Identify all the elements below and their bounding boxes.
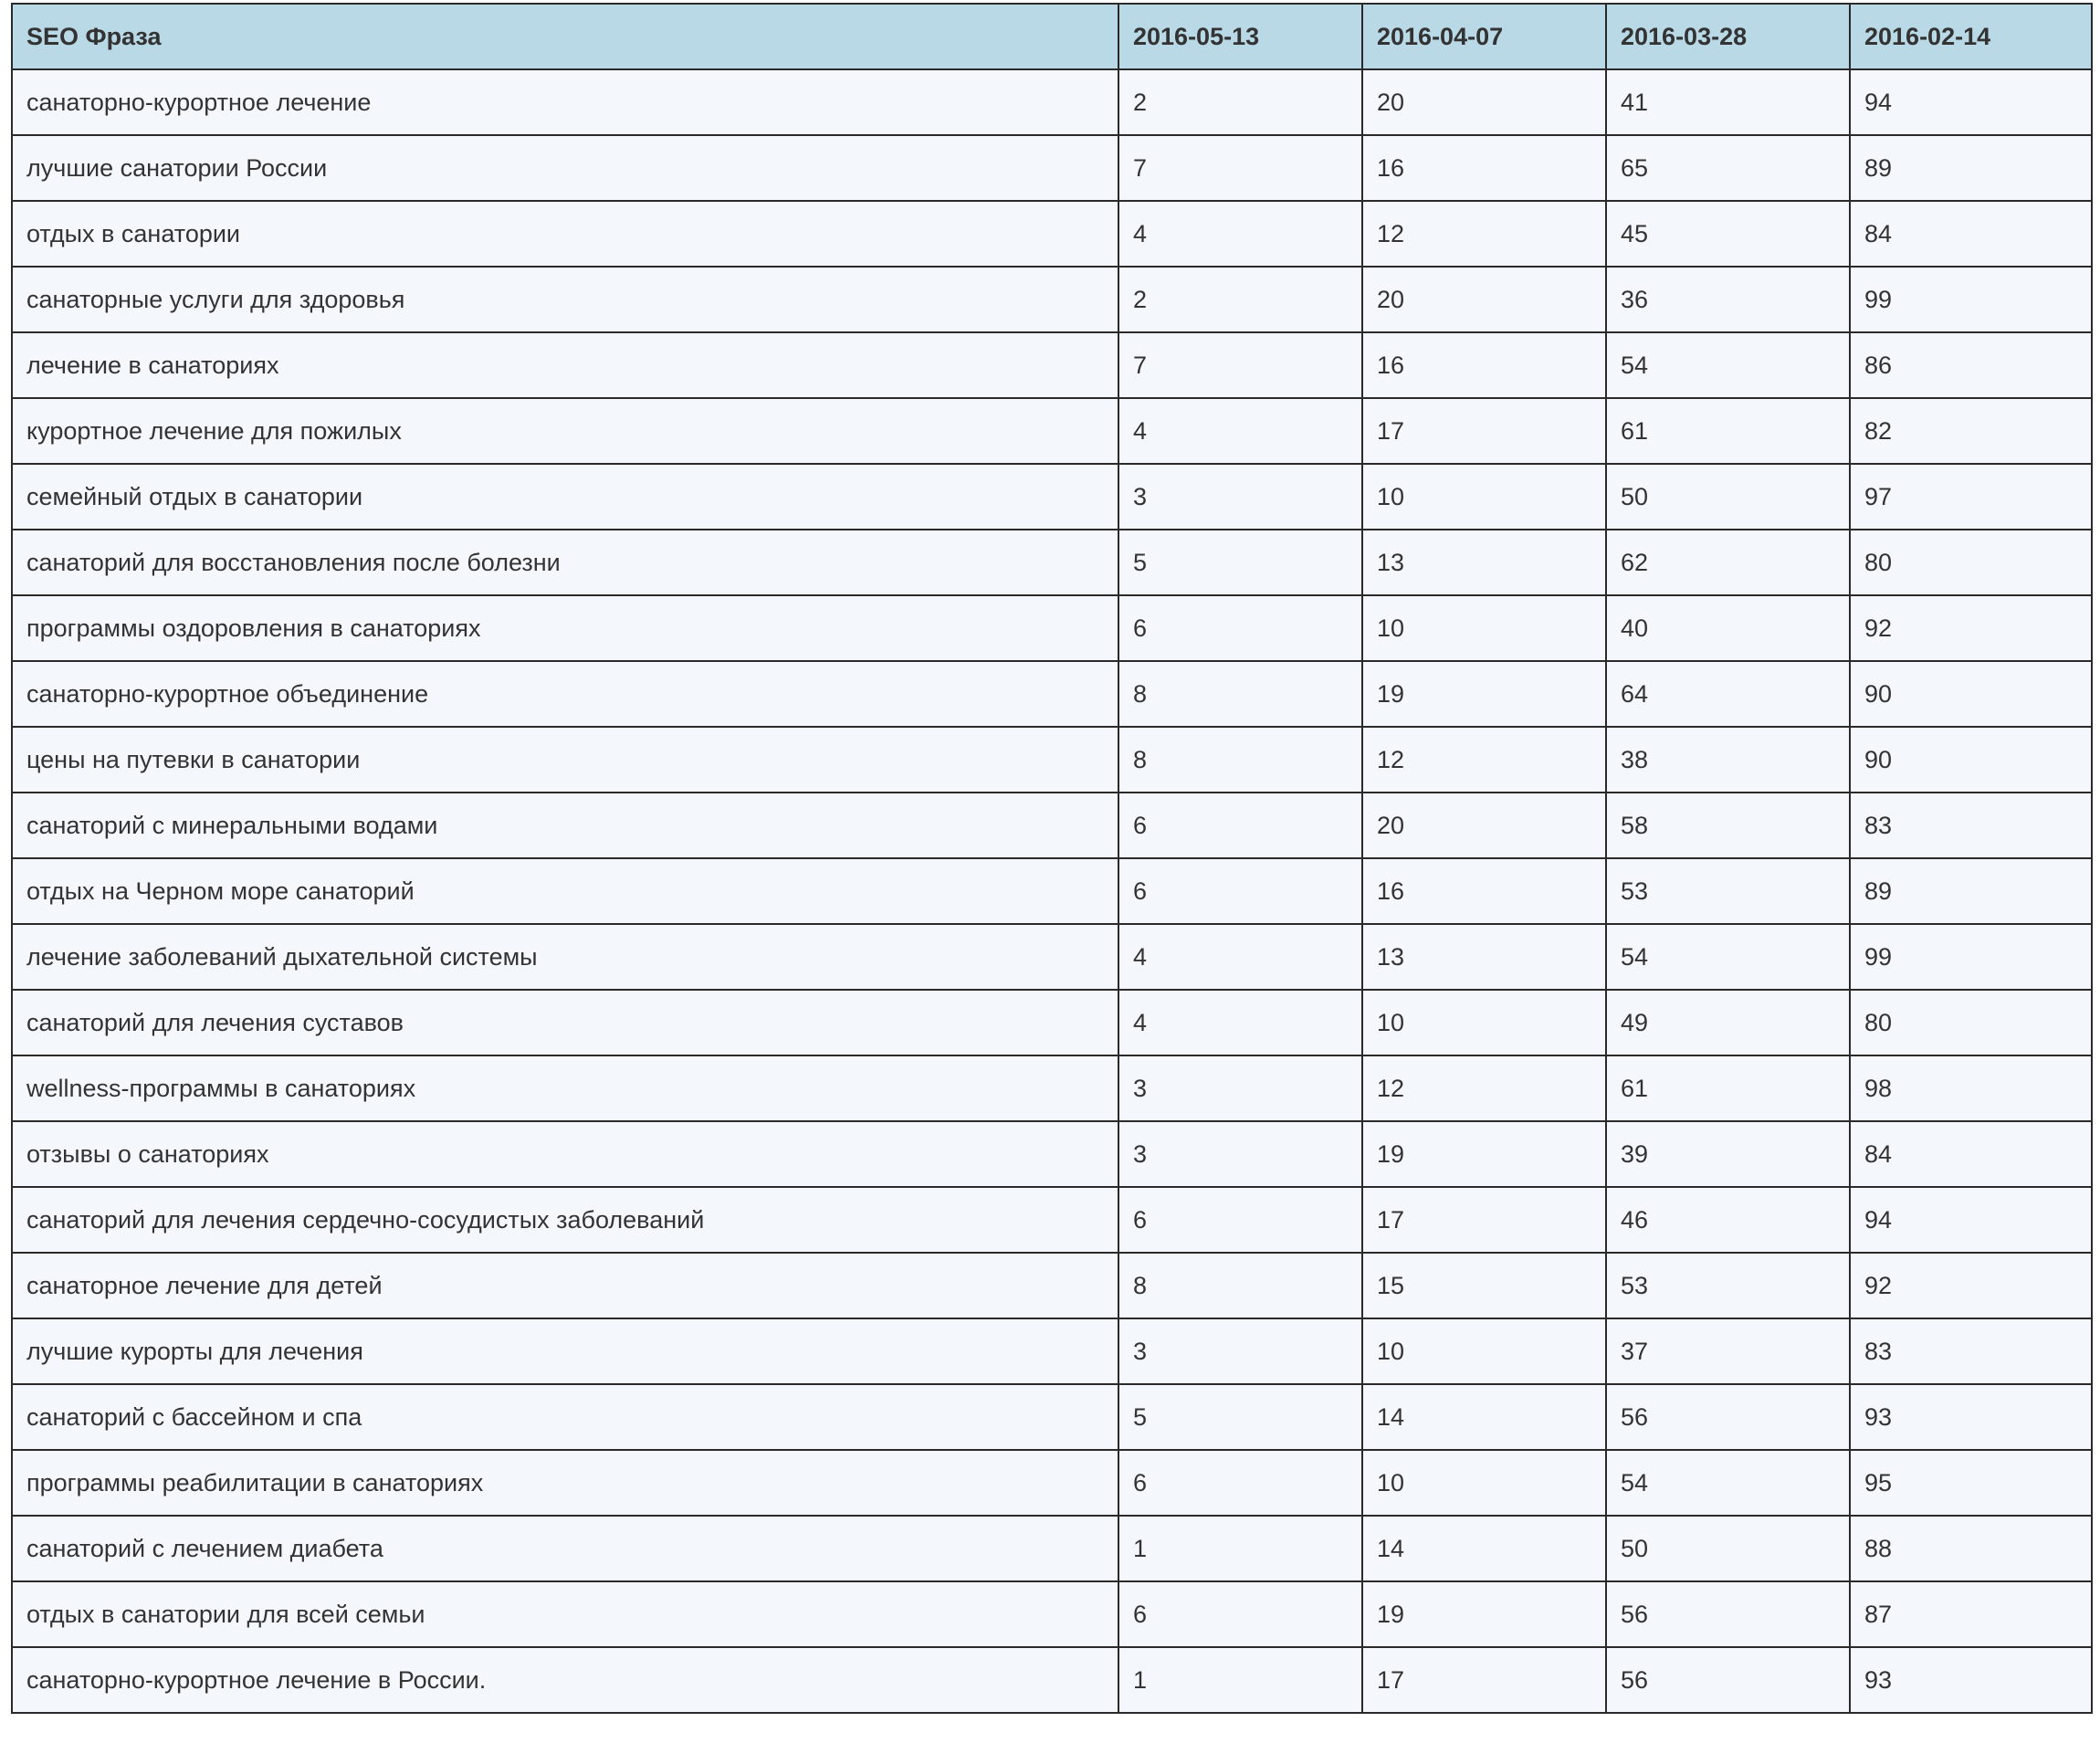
cell-position-2: 16	[1362, 858, 1606, 924]
table-row	[12, 1450, 2092, 1516]
cell-position-4: 90	[1850, 661, 2092, 727]
cell-position-4: 83	[1850, 793, 2092, 858]
cell-position-1: 7	[1118, 135, 1362, 201]
header-date-1[interactable]: 2016-05-13	[1118, 4, 1362, 69]
cell-position-2: 14	[1362, 1516, 1606, 1581]
cell-position-3: 54	[1606, 332, 1850, 398]
cell-position-4: 93	[1850, 1647, 2092, 1713]
cell-position-3: 36	[1606, 267, 1850, 332]
cell-position-4: 93	[1850, 1384, 2092, 1450]
cell-position-2: 12	[1362, 201, 1606, 267]
cell-position-4: 99	[1850, 267, 2092, 332]
cell-position-2: 10	[1362, 595, 1606, 661]
cell-phrase: лучшие курорты для лечения	[12, 1318, 1118, 1384]
table-row	[12, 1055, 2092, 1121]
cell-position-4: 99	[1850, 924, 2092, 990]
cell-position-3: 50	[1606, 464, 1850, 530]
cell-position-2: 10	[1362, 1450, 1606, 1516]
cell-position-2: 17	[1362, 398, 1606, 464]
cell-phrase: отдых в санатории	[12, 201, 1118, 267]
cell-position-2: 17	[1362, 1647, 1606, 1713]
cell-position-2: 10	[1362, 464, 1606, 530]
cell-position-3: 56	[1606, 1647, 1850, 1713]
cell-position-4: 82	[1850, 398, 2092, 464]
cell-position-3: 54	[1606, 1450, 1850, 1516]
cell-position-1: 3	[1118, 1318, 1362, 1384]
cell-phrase: цены на путевки в санатории	[12, 727, 1118, 793]
cell-position-1: 3	[1118, 1121, 1362, 1187]
table-body	[12, 69, 2092, 1713]
cell-position-4: 80	[1850, 990, 2092, 1055]
cell-position-2: 17	[1362, 1187, 1606, 1253]
seo-table-container	[11, 3, 2091, 1714]
cell-phrase: лучшие санатории России	[12, 135, 1118, 201]
table-row	[12, 267, 2092, 332]
cell-position-3: 58	[1606, 793, 1850, 858]
cell-position-2: 14	[1362, 1384, 1606, 1450]
cell-position-2: 10	[1362, 990, 1606, 1055]
cell-phrase: санаторий с бассейном и спа	[12, 1384, 1118, 1450]
table-row	[12, 1187, 2092, 1253]
cell-position-3: 61	[1606, 398, 1850, 464]
cell-position-1: 6	[1118, 858, 1362, 924]
table-row	[12, 595, 2092, 661]
cell-position-4: 89	[1850, 858, 2092, 924]
cell-position-3: 61	[1606, 1055, 1850, 1121]
cell-position-1: 6	[1118, 1581, 1362, 1647]
cell-position-3: 37	[1606, 1318, 1850, 1384]
table-row	[12, 1581, 2092, 1647]
cell-phrase: санаторий с лечением диабета	[12, 1516, 1118, 1581]
cell-position-1: 1	[1118, 1516, 1362, 1581]
cell-position-4: 94	[1850, 1187, 2092, 1253]
cell-phrase: санаторно-курортное лечение	[12, 69, 1118, 135]
cell-position-2: 20	[1362, 267, 1606, 332]
cell-position-4: 83	[1850, 1318, 2092, 1384]
cell-position-2: 13	[1362, 924, 1606, 990]
cell-position-4: 94	[1850, 69, 2092, 135]
table-row	[12, 661, 2092, 727]
cell-position-1: 6	[1118, 595, 1362, 661]
cell-position-4: 84	[1850, 201, 2092, 267]
cell-phrase: санаторное лечение для детей	[12, 1253, 1118, 1318]
cell-position-3: 64	[1606, 661, 1850, 727]
cell-phrase: санаторий для восстановления после болезни	[12, 530, 1118, 595]
cell-position-2: 10	[1362, 1318, 1606, 1384]
cell-position-4: 89	[1850, 135, 2092, 201]
cell-position-1: 3	[1118, 464, 1362, 530]
table-row	[12, 135, 2092, 201]
cell-phrase: санаторные услуги для здоровья	[12, 267, 1118, 332]
cell-position-4: 80	[1850, 530, 2092, 595]
cell-position-1: 2	[1118, 69, 1362, 135]
cell-position-4: 84	[1850, 1121, 2092, 1187]
cell-position-3: 62	[1606, 530, 1850, 595]
cell-phrase: санаторно-курортное объединение	[12, 661, 1118, 727]
table-row	[12, 924, 2092, 990]
cell-phrase: лечение в санаториях	[12, 332, 1118, 398]
cell-position-1: 8	[1118, 727, 1362, 793]
cell-position-3: 49	[1606, 990, 1850, 1055]
table-header-row	[12, 4, 2092, 69]
cell-position-2: 20	[1362, 793, 1606, 858]
table-row	[12, 1121, 2092, 1187]
table-row	[12, 1384, 2092, 1450]
cell-position-1: 2	[1118, 267, 1362, 332]
table-row	[12, 990, 2092, 1055]
cell-position-2: 16	[1362, 332, 1606, 398]
cell-position-3: 65	[1606, 135, 1850, 201]
cell-position-2: 12	[1362, 727, 1606, 793]
table-row	[12, 332, 2092, 398]
cell-position-1: 3	[1118, 1055, 1362, 1121]
cell-phrase: санаторно-курортное лечение в России.	[12, 1647, 1118, 1713]
cell-phrase: wellness-программы в санаториях	[12, 1055, 1118, 1121]
cell-position-3: 45	[1606, 201, 1850, 267]
cell-position-1: 7	[1118, 332, 1362, 398]
table-row	[12, 69, 2092, 135]
cell-position-1: 4	[1118, 398, 1362, 464]
cell-position-3: 54	[1606, 924, 1850, 990]
cell-position-3: 50	[1606, 1516, 1850, 1581]
table-row	[12, 201, 2092, 267]
cell-position-1: 5	[1118, 1384, 1362, 1450]
cell-phrase: санаторий с минеральными водами	[12, 793, 1118, 858]
seo-positions-table	[11, 3, 2093, 1714]
cell-phrase: семейный отдых в санатории	[12, 464, 1118, 530]
cell-position-2: 19	[1362, 1121, 1606, 1187]
cell-position-4: 87	[1850, 1581, 2092, 1647]
cell-position-1: 6	[1118, 793, 1362, 858]
cell-position-4: 92	[1850, 1253, 2092, 1318]
header-date-2[interactable]: 2016-04-07	[1362, 4, 1606, 69]
cell-phrase: курортное лечение для пожилых	[12, 398, 1118, 464]
table-row	[12, 1647, 2092, 1713]
cell-position-4: 90	[1850, 727, 2092, 793]
cell-position-3: 53	[1606, 1253, 1850, 1318]
cell-phrase: отзывы о санаториях	[12, 1121, 1118, 1187]
cell-position-1: 5	[1118, 530, 1362, 595]
cell-position-4: 92	[1850, 595, 2092, 661]
cell-position-3: 40	[1606, 595, 1850, 661]
cell-position-3: 46	[1606, 1187, 1850, 1253]
header-date-4[interactable]: 2016-02-14	[1850, 4, 2092, 69]
cell-position-3: 53	[1606, 858, 1850, 924]
cell-phrase: санаторий для лечения суставов	[12, 990, 1118, 1055]
table-row	[12, 1318, 2092, 1384]
table-row	[12, 858, 2092, 924]
table-row	[12, 530, 2092, 595]
table-row	[12, 727, 2092, 793]
cell-position-2: 19	[1362, 1581, 1606, 1647]
table-row	[12, 398, 2092, 464]
cell-position-1: 4	[1118, 201, 1362, 267]
cell-position-1: 4	[1118, 924, 1362, 990]
table-row	[12, 1516, 2092, 1581]
cell-position-3: 38	[1606, 727, 1850, 793]
cell-position-4: 98	[1850, 1055, 2092, 1121]
cell-position-1: 8	[1118, 1253, 1362, 1318]
table-row	[12, 1253, 2092, 1318]
cell-position-1: 1	[1118, 1647, 1362, 1713]
header-date-3[interactable]: 2016-03-28	[1606, 4, 1850, 69]
cell-phrase: программы реабилитации в санаториях	[12, 1450, 1118, 1516]
header-seo-phrase[interactable]: SEO Фраза	[12, 4, 1118, 69]
cell-position-3: 56	[1606, 1384, 1850, 1450]
cell-position-2: 19	[1362, 661, 1606, 727]
cell-position-2: 12	[1362, 1055, 1606, 1121]
cell-position-4: 97	[1850, 464, 2092, 530]
cell-position-3: 41	[1606, 69, 1850, 135]
cell-position-3: 39	[1606, 1121, 1850, 1187]
cell-position-2: 20	[1362, 69, 1606, 135]
cell-position-2: 16	[1362, 135, 1606, 201]
cell-position-1: 6	[1118, 1187, 1362, 1253]
cell-position-3: 56	[1606, 1581, 1850, 1647]
cell-position-2: 13	[1362, 530, 1606, 595]
table-row	[12, 464, 2092, 530]
cell-position-2: 15	[1362, 1253, 1606, 1318]
cell-position-1: 6	[1118, 1450, 1362, 1516]
cell-phrase: лечение заболеваний дыхательной системы	[12, 924, 1118, 990]
cell-position-4: 86	[1850, 332, 2092, 398]
cell-position-4: 88	[1850, 1516, 2092, 1581]
cell-phrase: отдых на Черном море санаторий	[12, 858, 1118, 924]
cell-phrase: программы оздоровления в санаториях	[12, 595, 1118, 661]
cell-phrase: санаторий для лечения сердечно-сосудистых заболеваний	[12, 1187, 1118, 1253]
cell-position-1: 8	[1118, 661, 1362, 727]
cell-phrase: отдых в санатории для всей семьи	[12, 1581, 1118, 1647]
table-row	[12, 793, 2092, 858]
cell-position-1: 4	[1118, 990, 1362, 1055]
cell-position-4: 95	[1850, 1450, 2092, 1516]
